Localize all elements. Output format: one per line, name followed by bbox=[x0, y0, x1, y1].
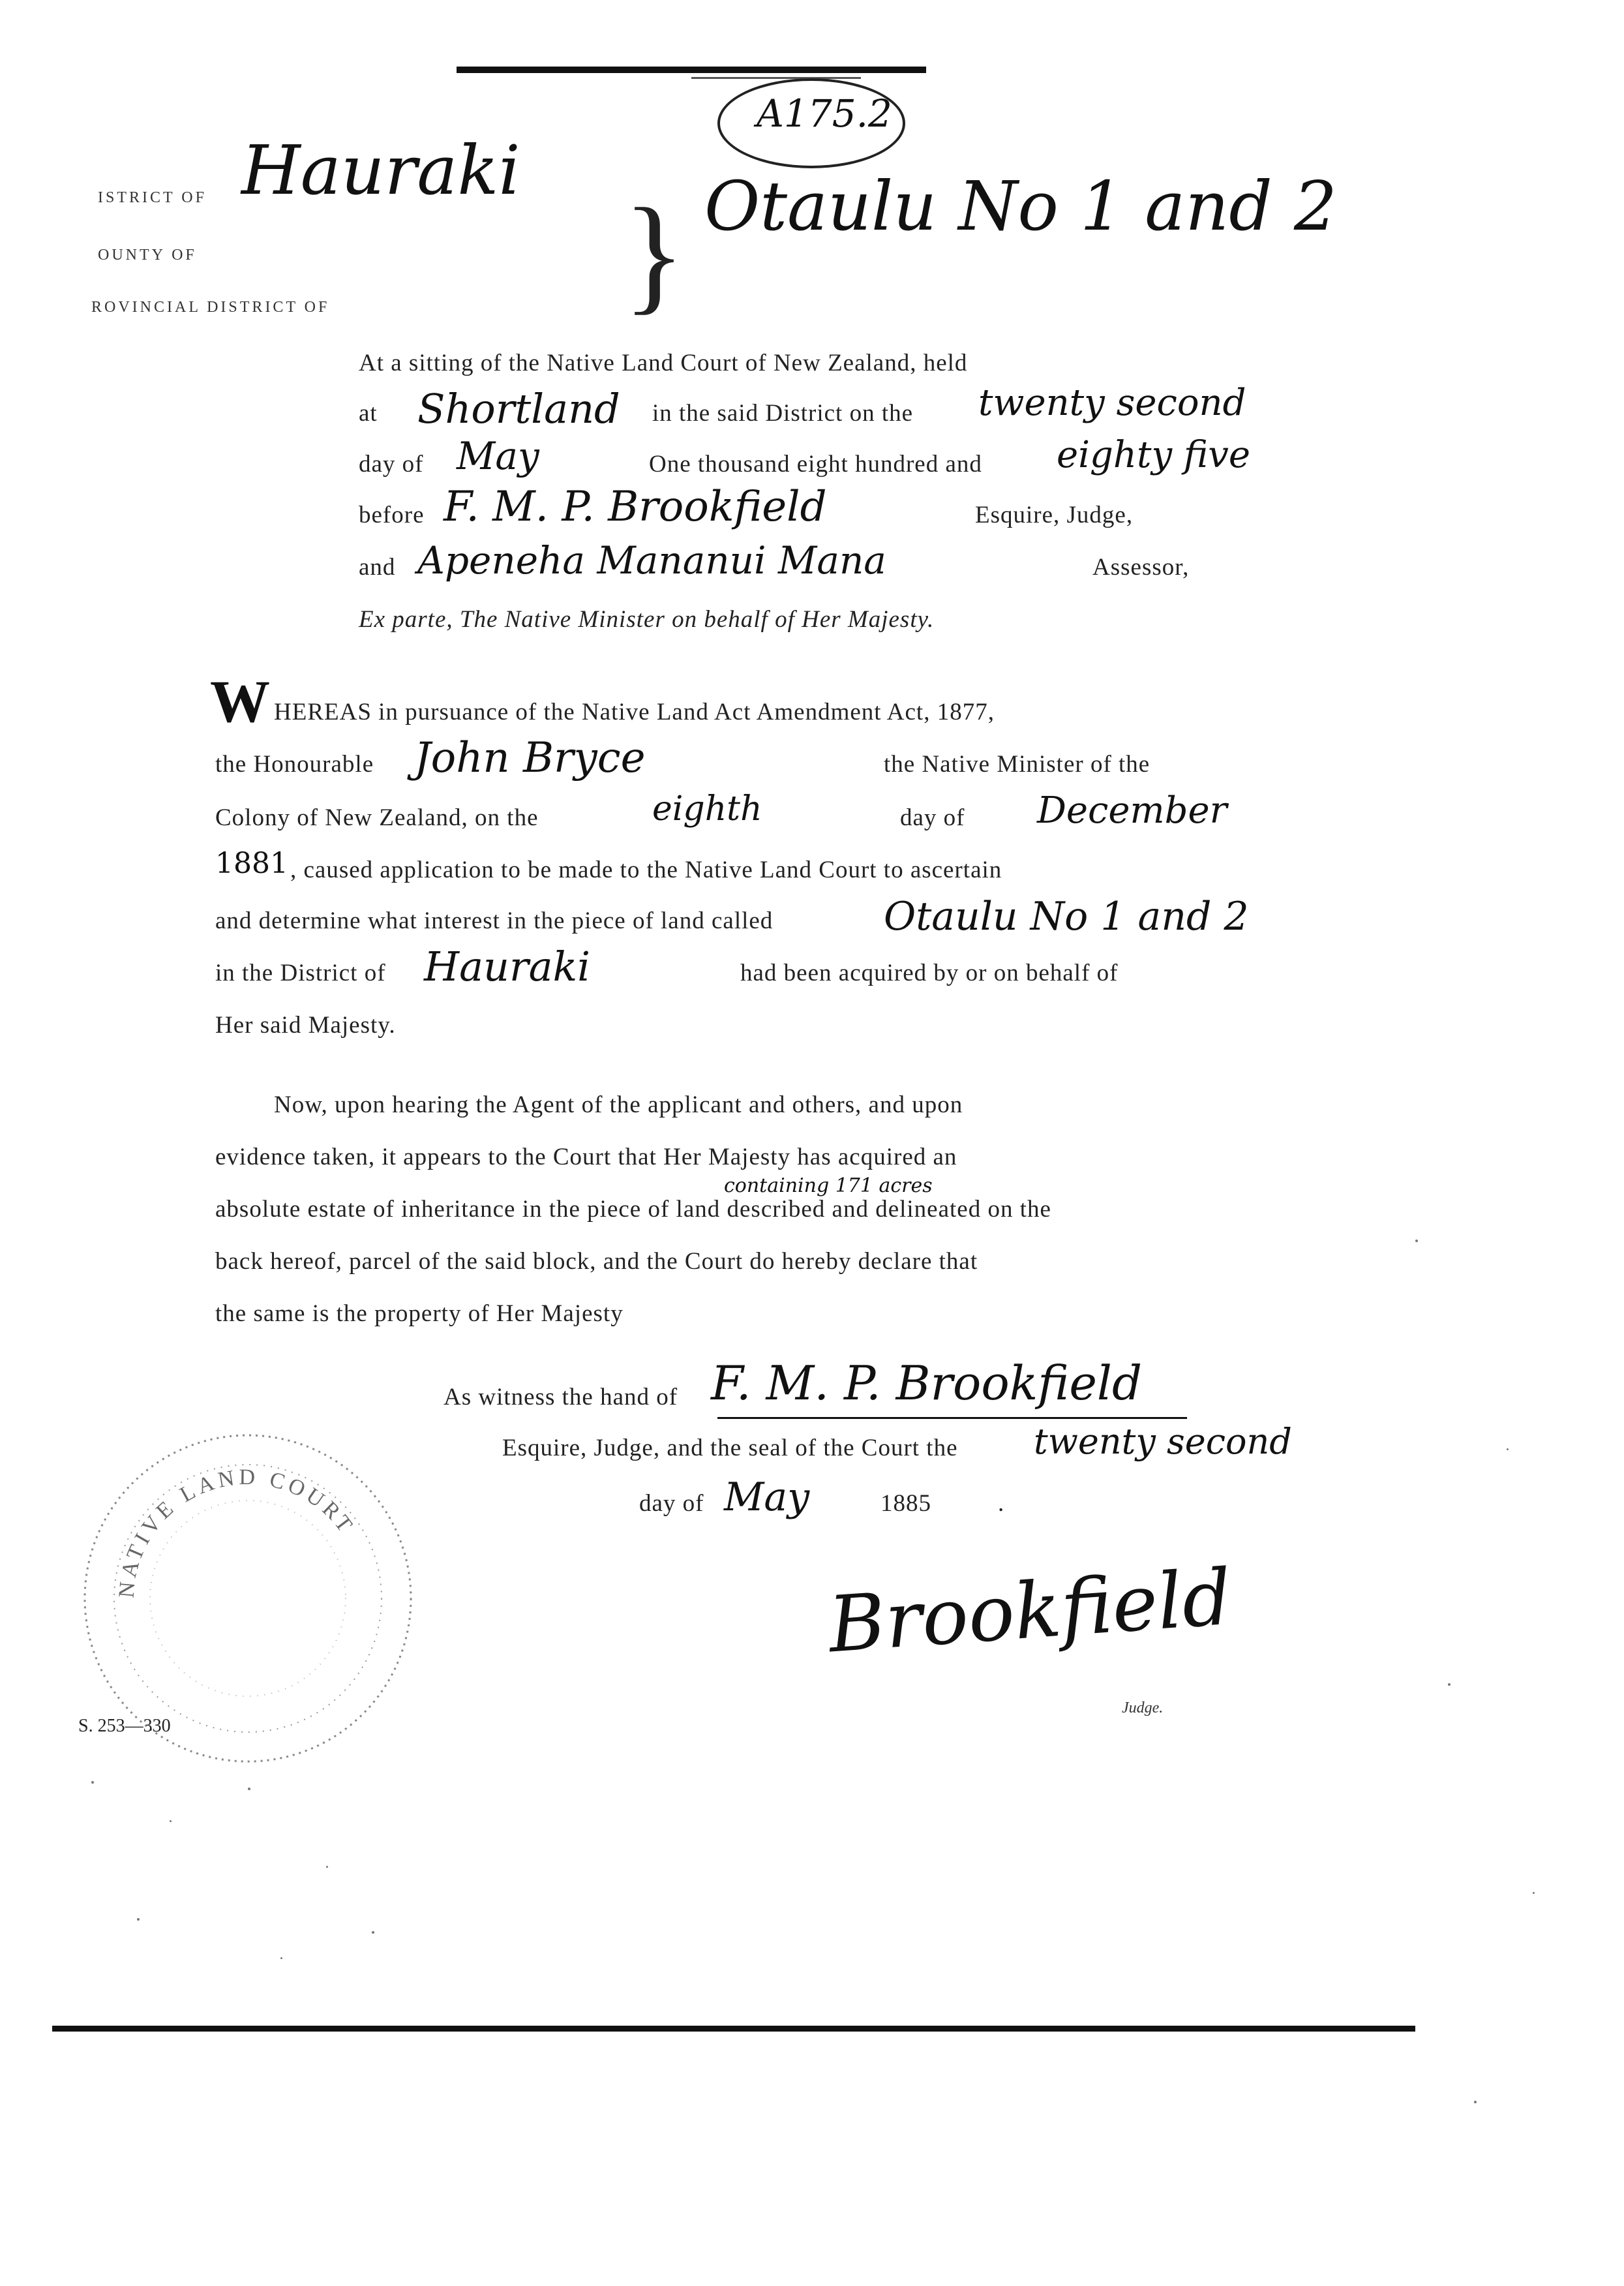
provincial-district-label: ROVINCIAL DISTRICT OF bbox=[91, 299, 330, 316]
now-line-4: back hereof, parcel of the said block, and the Court do hereby declare that bbox=[215, 1248, 978, 1275]
sitting-line-1: At a sitting of the Native Land Court of New Zealand, held bbox=[359, 350, 968, 376]
scan-noise-right bbox=[1389, 1174, 1585, 2218]
whereas-acquired-text: had been acquired by or on behalf of bbox=[740, 960, 1119, 986]
sitting-dayof-label: day of bbox=[359, 451, 424, 478]
bottom-rule bbox=[52, 2026, 1415, 2032]
witness-line-1: As witness the hand of bbox=[444, 1384, 678, 1410]
whereas-minister-title: the Native Minister of the bbox=[884, 751, 1150, 778]
scan-noise-left bbox=[78, 1761, 404, 2009]
witness-day: twenty second bbox=[1034, 1421, 1292, 1462]
now-line-3: absolute estate of inheritance in the piece of land described and delineated on the bbox=[215, 1196, 1051, 1223]
whereas-month: December bbox=[1037, 789, 1227, 832]
header-brace: } bbox=[623, 182, 685, 326]
whereas-initial: W bbox=[210, 668, 270, 735]
sitting-month: May bbox=[457, 434, 539, 478]
district-label: ISTRICT OF bbox=[98, 189, 207, 206]
whereas-district: Hauraki bbox=[424, 943, 590, 990]
whereas-day: eighth bbox=[652, 789, 762, 829]
witness-judge: F. M. P. Brookfield bbox=[711, 1356, 1143, 1410]
whereas-dayof-label: day of bbox=[900, 804, 965, 831]
sitting-year-text: One thousand eight hundred and bbox=[649, 451, 982, 478]
svg-text:NATIVE LAND COURT bbox=[114, 1465, 359, 1599]
whereas-determine-text: and determine what interest in the piece of land called bbox=[215, 907, 774, 934]
whereas-land-name: Otaulu No 1 and 2 bbox=[884, 894, 1249, 939]
sitting-day: twenty second bbox=[978, 382, 1246, 424]
witness-dayof-label: day of bbox=[639, 1490, 704, 1517]
witness-judge-underline bbox=[717, 1417, 1187, 1419]
form-number: S. 253—330 bbox=[78, 1716, 171, 1736]
witness-line-2: Esquire, Judge, and the seal of the Court the bbox=[502, 1435, 958, 1461]
judge-caption: Judge. bbox=[1122, 1699, 1164, 1716]
now-line-5: the same is the property of Her Majesty bbox=[215, 1300, 624, 1327]
district-handwritten: Hauraki bbox=[241, 130, 520, 210]
sitting-assessor: Apeneha Mananui Mana bbox=[417, 538, 886, 583]
whereas-year: 1881 bbox=[215, 847, 288, 880]
sitting-assessor-title: Assessor, bbox=[1092, 554, 1190, 581]
now-line-1: Now, upon hearing the Agent of the applicant and others, and upon bbox=[274, 1091, 963, 1118]
whereas-colony-text: Colony of New Zealand, on the bbox=[215, 804, 539, 831]
sitting-place: Shortland bbox=[417, 385, 620, 433]
county-label: OUNTY OF bbox=[98, 247, 197, 264]
top-rule-thin bbox=[691, 77, 861, 79]
whereas-district-label: in the District of bbox=[215, 960, 386, 986]
now-line-2: evidence taken, it appears to the Court that Her Majesty has acquired an bbox=[215, 1144, 957, 1170]
seal-legend: NATIVE LAND COURT bbox=[114, 1465, 359, 1599]
sitting-year: eighty five bbox=[1057, 434, 1251, 476]
sitting-district-text: in the said District on the bbox=[652, 400, 914, 427]
sitting-before-label: before bbox=[359, 502, 425, 528]
whereas-application-text: , caused application to be made to the Native Land Court to ascertain bbox=[290, 857, 1002, 883]
block-name-handwritten: Otaulu No 1 and 2 bbox=[704, 166, 1338, 246]
witness-year: 1885 bbox=[880, 1490, 931, 1517]
witness-month: May bbox=[724, 1474, 810, 1520]
top-rule bbox=[457, 67, 926, 73]
now-insertion: containing 171 acres bbox=[724, 1174, 933, 1197]
judge-signature: Brookfield bbox=[825, 1551, 1235, 1670]
sitting-at-label: at bbox=[359, 400, 378, 427]
ex-parte-line: Ex parte, The Native Minister on behalf of Her Majesty. bbox=[359, 606, 935, 633]
whereas-line-1: HEREAS in pursuance of the Native Land Act Amendment Act, 1877, bbox=[274, 699, 995, 725]
witness-full-stop: . bbox=[998, 1490, 1005, 1517]
whereas-minister-name: John Bryce bbox=[414, 734, 646, 782]
whereas-line-7: Her said Majesty. bbox=[215, 1012, 396, 1039]
reference-code: A175.2 bbox=[757, 91, 892, 136]
sitting-and-label: and bbox=[359, 554, 396, 581]
sitting-judge-title: Esquire, Judge, bbox=[975, 502, 1134, 528]
whereas-honourable-label: the Honourable bbox=[215, 751, 374, 778]
sitting-judge: F. M. P. Brookfield bbox=[444, 483, 827, 531]
